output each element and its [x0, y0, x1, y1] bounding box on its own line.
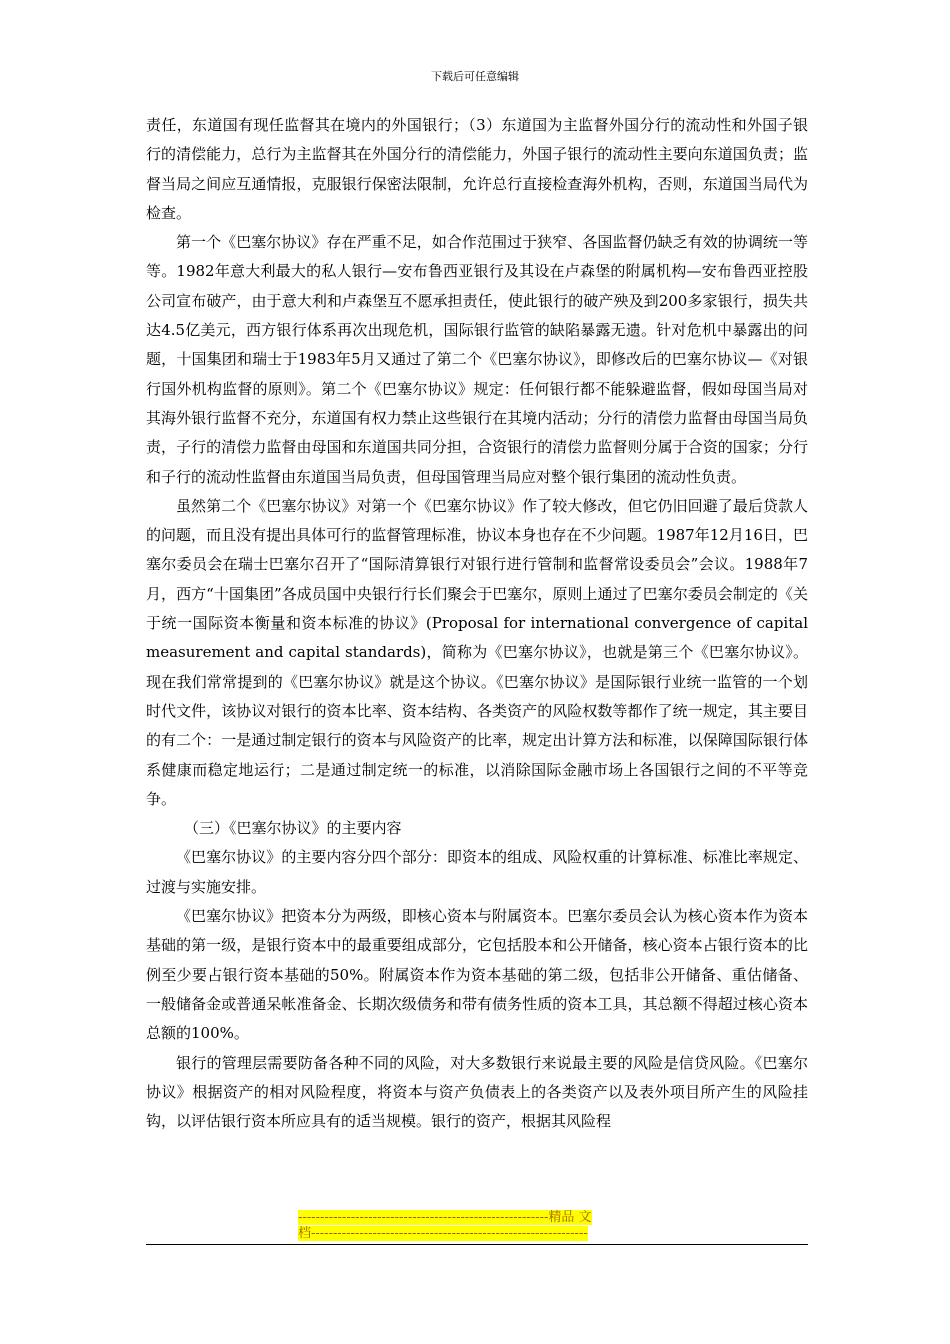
section-heading: （三）《巴塞尔协议》的主要内容 [184, 819, 402, 838]
paragraph-6: 银行的管理层需要防备各种不同的风险，对大多数银行来说最主要的风险是信贷风险。《巴塞尔协议》根据资产的相对风险程度，将资本与资产负债表上的各类资产以及表外项目所产生的风险挂钩，以评估银行资本所应具有的适当规模。银行的资产，根据其风险程 [146, 1053, 808, 1131]
page-header: 下载后可任意编辑 [431, 70, 519, 83]
paragraph-1: 责任，东道国有现任监督其在境内的外国银行；（3）东道国为主监督外国分行的流动性和外国子银行的清偿能力，总行为主监督其在外国分行的清偿能力，外国子银行的流动性主要向东道国负责；监督当局之间应互通情报，克服银行保密法限制，允许总行直接检查海外机构，否则，东道国当局代为检查。 [146, 116, 808, 222]
paragraph-2: 第一个《巴塞尔协议》存在严重不足，如合作范围过于狭窄、各国监督仍缺乏有效的协调统一等等。1982年意大利最大的私人银行—安布鲁西亚银行及其设在卢森堡的附属机构—安布鲁西亚控股公司宣布破产，由于意大利和卢森堡互不愿承担责任，使此银行的破产殃及到200多家银行，损失共达4.5亿美元，西方银行体系再次出现危机，国际银行监管的缺陷暴露无遗。针对危机中暴露出的问题，十国集团和瑞士于1983年5月又通过了第二个《巴塞尔协议》，即修改后的巴塞尔协议—《对银行国外机构监督的原则》。第二个《巴塞尔协议》规定：任何银行都不能躲避监督，假如母国当局对其海外银行监督不充分，东道国有权力禁止这些银行在其境内活动；分行的清偿力监督由母国当局负责，子行的清偿力监督由母国和东道国共同分担，合资银行的清偿力监督则分属于合资的国家；分行和子行的流动性监督由东道国当局负责，但母国管理当局应对整个银行集团的流动性负责。 [146, 233, 808, 486]
paragraph-3: 虽然第二个《巴塞尔协议》对第一个《巴塞尔协议》作了较大修改，但它仍旧回避了最后贷款人的问题，而且没有提出具体可行的监督管理标准，协议本身也存在不少问题。1987年12月16日，巴塞尔委员会在瑞士巴塞尔召开了“国际清算银行对银行进行管制和监督常设委员会”会议。1988年7月，西方“十国集团”各成员国中央银行行长们聚会于巴塞尔，原则上通过了巴塞尔委员会制定的《关于统一国际资本衡量和资本标准的协议》(Proposal for international convergence of capital measurement and capital standards)，简称为《巴塞尔协议》，也就是第三个《巴塞尔协议》。现在我们常常提到的《巴塞尔协议》就是这个协议。《巴塞尔协议》是国际银行业统一监管的一个划时代文件，该协议对银行的资本比率、资本结构、各类资产的风险权数等都作了统一规定，其主要目的有二个：一是通过制定银行的资本与风险资产的比率，规定出计算方法和标准，以保障国际银行体系健康而稳定地运行；二是通过制定统一的标准，以消除国际金融市场上各国银行之间的不平等竞争。 [146, 496, 808, 808]
page-footer [298, 1210, 643, 1242]
footer-rule [146, 1244, 808, 1245]
footer-line-2: 档--------------------------------------------------------------- [298, 1226, 588, 1241]
paragraph-5: 《巴塞尔协议》把资本分为两级，即核心资本与附属资本。巴塞尔委员会认为核心资本作为资本基础的第一级，是银行资本中的最重要组成部分，它包括股本和公开储备，核心资本占银行资本的比例至少要占银行资本基础的50%。附属资本作为资本基础的第二级，包括非公开储备、重估储备、一般储备金或普通呆帐准备金、长期次级债务和带有债务性质的资本工具，其总额不得超过核心资本总额的100%。 [146, 907, 808, 1043]
paragraph-4: 《巴塞尔协议》的主要内容分四个部分：即资本的组成、风险权重的计算标准、标准比率规定、过渡与实施安排。 [146, 848, 808, 896]
document-body [146, 111, 808, 1136]
footer-line-1: ---------------------------------------------------------精品 文 [298, 1210, 592, 1225]
